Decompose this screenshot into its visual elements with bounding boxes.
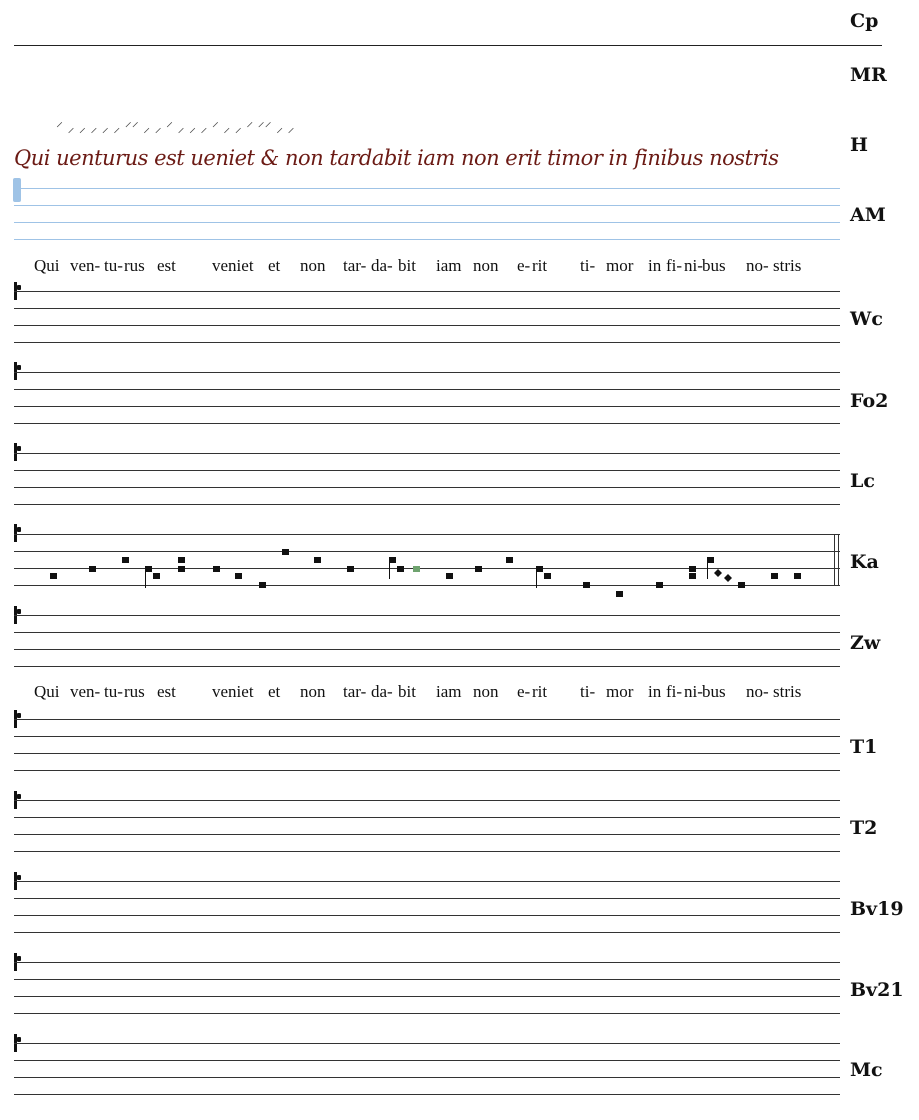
syllable[interactable]: ti- xyxy=(580,256,596,275)
syllable[interactable]: rus xyxy=(124,682,145,701)
syllable[interactable]: bit xyxy=(398,682,416,701)
syllable[interactable]: Qui xyxy=(34,256,60,275)
syllable[interactable]: in xyxy=(648,256,662,275)
staff-line xyxy=(14,470,840,471)
syllable[interactable]: ti- xyxy=(580,682,596,701)
punctum xyxy=(213,566,220,572)
syllable[interactable]: rus xyxy=(124,256,145,275)
syllable[interactable]: ven- xyxy=(70,256,101,275)
siglum-bv21[interactable]: Bv21 xyxy=(850,979,904,1001)
syllable[interactable]: est xyxy=(157,256,176,275)
syllable[interactable]: ven- xyxy=(70,682,101,701)
staff-line xyxy=(14,615,840,616)
staff-line xyxy=(14,666,840,667)
siglum-zw[interactable]: Zw xyxy=(850,632,881,654)
staff-line xyxy=(14,325,840,326)
syllable[interactable]: tar- xyxy=(343,682,367,701)
stem xyxy=(389,557,390,579)
punctum xyxy=(413,566,420,572)
staff-am[interactable] xyxy=(14,188,840,240)
punctum xyxy=(536,566,543,572)
punctum xyxy=(145,566,152,572)
staff-line xyxy=(14,962,840,963)
syllable[interactable]: iam xyxy=(436,256,462,275)
punctum xyxy=(794,573,801,579)
siglum-fo2[interactable]: Fo2 xyxy=(850,390,889,412)
syllable[interactable]: rit xyxy=(532,256,548,275)
syllable[interactable]: tar- xyxy=(343,256,367,275)
punctum xyxy=(389,557,396,563)
punctum xyxy=(475,566,482,572)
syllable[interactable]: bus xyxy=(702,682,726,701)
syllable[interactable]: stris xyxy=(773,256,802,275)
staff-line xyxy=(14,817,840,818)
syllable[interactable]: veniet xyxy=(212,256,254,275)
punctum xyxy=(446,573,453,579)
siglum-am[interactable]: AM xyxy=(850,204,886,226)
syllable[interactable]: e- xyxy=(517,682,531,701)
manuscript-neumes: ⸍ ⸝ ⸝ ⸝ ⸝ ⸝ ⸍⸍ ⸝ ⸝ ⸍ ⸝ ⸝ ⸝ ⸍ ⸝ ⸝ ⸍ ⸍⸍ ⸝ ⸝ xyxy=(56,120,295,136)
punctum xyxy=(689,566,696,572)
staff-line xyxy=(14,239,840,240)
syllable[interactable]: tu- xyxy=(104,682,123,701)
syllable[interactable]: no- xyxy=(746,682,769,701)
staff-line xyxy=(14,406,840,407)
staff-line xyxy=(14,753,840,754)
staff-line xyxy=(14,979,840,980)
siglum-t2[interactable]: T2 xyxy=(850,817,878,839)
syllable[interactable]: rit xyxy=(532,682,548,701)
syllable[interactable]: non xyxy=(473,256,499,275)
staff-line xyxy=(14,423,840,424)
staff-line xyxy=(14,851,840,852)
punctum xyxy=(314,557,321,563)
staff-line xyxy=(14,996,840,997)
syllable[interactable]: ni- xyxy=(684,256,703,275)
punctum xyxy=(544,573,551,579)
stem xyxy=(536,566,537,588)
staff-t1[interactable] xyxy=(14,719,840,771)
staff-line xyxy=(14,487,840,488)
staff-line xyxy=(14,389,840,390)
staff-line xyxy=(14,308,840,309)
staff-line xyxy=(14,719,840,720)
syllable[interactable]: non xyxy=(300,256,326,275)
siglum-mr[interactable]: MR xyxy=(850,64,887,86)
rhombus xyxy=(724,574,732,582)
staff-line xyxy=(14,1077,840,1078)
punctum xyxy=(616,591,623,597)
staff-bv21[interactable] xyxy=(14,962,840,1014)
staff-line xyxy=(14,188,840,189)
rhombus xyxy=(714,569,722,577)
staff-line xyxy=(14,1060,840,1061)
ka-neumes xyxy=(0,540,840,610)
staff-line xyxy=(14,800,840,801)
staff-wc[interactable] xyxy=(14,291,840,343)
staff-line xyxy=(14,372,840,373)
staff-line xyxy=(14,736,840,737)
staff-line xyxy=(14,632,840,633)
punctum xyxy=(347,566,354,572)
syllable[interactable]: non xyxy=(473,682,499,701)
siglum-ka[interactable]: Ka xyxy=(850,551,879,573)
siglum-lc[interactable]: Lc xyxy=(850,470,875,492)
staff-zw[interactable] xyxy=(14,615,840,667)
punctum xyxy=(235,573,242,579)
syllable[interactable]: da- xyxy=(371,256,393,275)
staff-t2[interactable] xyxy=(14,800,840,852)
punctum xyxy=(738,582,745,588)
staff-line xyxy=(14,834,840,835)
staff-line xyxy=(14,534,840,535)
staff-line xyxy=(14,1094,840,1095)
siglum-t1[interactable]: T1 xyxy=(850,736,878,758)
stem xyxy=(145,566,146,588)
syllable[interactable]: non xyxy=(300,682,326,701)
syllable[interactable]: in xyxy=(648,682,662,701)
siglum-mc[interactable]: Mc xyxy=(850,1059,883,1081)
staff-line xyxy=(14,898,840,899)
staff-lc[interactable] xyxy=(14,453,840,505)
punctum xyxy=(282,549,289,555)
punctum xyxy=(50,573,57,579)
header-rule xyxy=(14,45,882,46)
punctum xyxy=(583,582,590,588)
punctum xyxy=(689,573,696,579)
syllable[interactable]: fi- xyxy=(666,682,683,701)
staff-line xyxy=(14,932,840,933)
lyrics-top xyxy=(0,256,840,280)
syllable[interactable]: e- xyxy=(517,256,531,275)
punctum xyxy=(178,557,185,563)
staff-mc[interactable] xyxy=(14,1043,840,1095)
syllable[interactable]: et xyxy=(268,682,281,701)
punctum xyxy=(178,566,185,572)
staff-line xyxy=(14,881,840,882)
staff-line xyxy=(14,291,840,292)
punctum xyxy=(153,573,160,579)
staff-line xyxy=(14,1013,840,1014)
staff-bv19[interactable] xyxy=(14,881,840,933)
staff-line xyxy=(14,504,840,505)
punctum xyxy=(771,573,778,579)
syllable[interactable]: est xyxy=(157,682,176,701)
syllable[interactable]: mor xyxy=(606,256,634,275)
lyrics-bottom xyxy=(0,682,840,706)
manuscript-text-line[interactable]: Qui uenturus est ueniet & non tardabit iam non erit timor in finibus nostris xyxy=(14,146,779,170)
syllable[interactable]: ni- xyxy=(684,682,703,701)
punctum xyxy=(259,582,266,588)
syllable[interactable]: iam xyxy=(436,682,462,701)
staff-line xyxy=(14,649,840,650)
syllable[interactable]: no- xyxy=(746,256,769,275)
siglum-h[interactable]: H xyxy=(850,134,868,156)
syllable[interactable]: da- xyxy=(371,682,393,701)
staff-line xyxy=(14,342,840,343)
stem xyxy=(707,557,708,579)
staff-line xyxy=(14,770,840,771)
punctum xyxy=(397,566,404,572)
siglum-bv19[interactable]: Bv19 xyxy=(850,898,904,920)
staff-line xyxy=(14,222,840,223)
siglum-cp[interactable]: Cp xyxy=(850,10,879,32)
staff-line xyxy=(14,915,840,916)
punctum xyxy=(506,557,513,563)
syllable[interactable]: stris xyxy=(773,682,802,701)
syllable[interactable]: mor xyxy=(606,682,634,701)
syllable[interactable]: tu- xyxy=(104,256,123,275)
syllable[interactable]: fi- xyxy=(666,256,683,275)
staff-fo2[interactable] xyxy=(14,372,840,424)
siglum-wc[interactable]: Wc xyxy=(850,308,883,330)
syllable[interactable]: bus xyxy=(702,256,726,275)
staff-line xyxy=(14,1043,840,1044)
staff-line xyxy=(14,453,840,454)
punctum xyxy=(707,557,714,563)
punctum xyxy=(122,557,129,563)
staff-line xyxy=(14,205,840,206)
syllable[interactable]: Qui xyxy=(34,682,60,701)
syllable[interactable]: et xyxy=(268,256,281,275)
punctum xyxy=(89,566,96,572)
punctum xyxy=(656,582,663,588)
syllable[interactable]: bit xyxy=(398,256,416,275)
syllable[interactable]: veniet xyxy=(212,682,254,701)
